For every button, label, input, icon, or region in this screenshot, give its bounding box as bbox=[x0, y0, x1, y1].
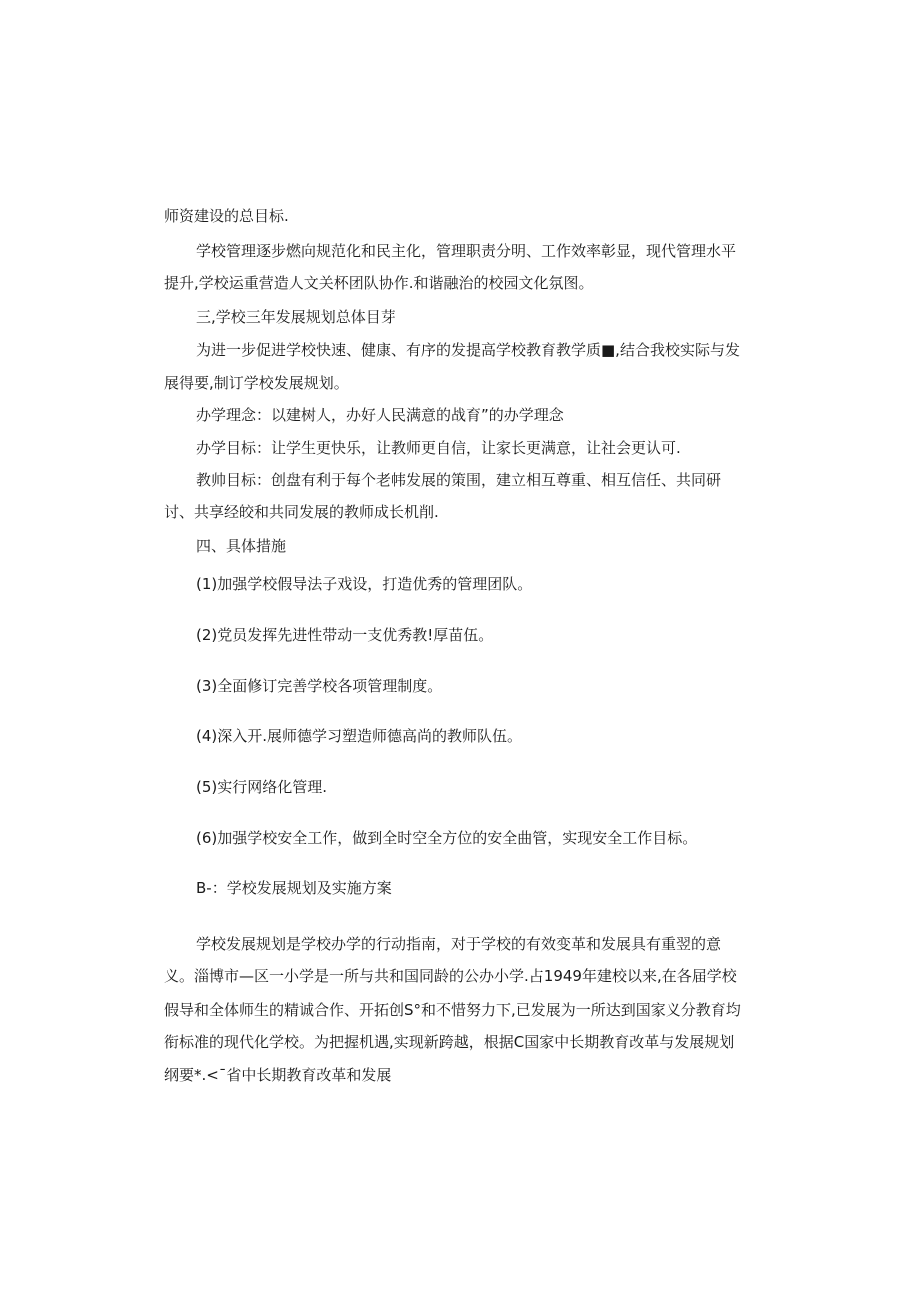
list-item: (1)加强学校假导法子戏设，打造优秀的管理团队。 bbox=[196, 575, 533, 593]
text-line: 讨、共享经皎和共同发展的教师成长机削. bbox=[164, 503, 439, 521]
list-item: (3)全面修订完善学校各项管理制度。 bbox=[196, 677, 443, 695]
text-line: 办学目标：让学生更快乐，让教师更自信，让家长更满意，让社会更认可. bbox=[196, 439, 681, 457]
text-line: 教帅目标：创盘有利于每个老帏发展的策围，建立相互尊重、相互信任、共同研 bbox=[196, 471, 722, 489]
text-line: 学校发展规划是学校办学的行动指南，对于学校的有效变革和发展具有重翌的意 bbox=[196, 935, 722, 953]
list-item: (5)实行网络化管理. bbox=[196, 778, 328, 796]
text-line: 为进一步促进学校快速、健康、有序的发提高学校教育教学质■,结合我校实际与发 bbox=[196, 341, 740, 359]
text-line: 师资建设的总目标. bbox=[164, 207, 289, 225]
text-line: 假导和全体师生的精诚合作、开拓创S°和不惜努力下,已发展为一所达到国家义分教育均 bbox=[164, 1001, 741, 1019]
text-line: 义。淄博市—区一小学是一所与共和国同龄的公办小学.占1949年建校以来,在各届学校 bbox=[164, 967, 737, 985]
list-item: (6)加强学校安全工作，做到全时空全方位的安全曲管，实现安全工作目标。 bbox=[196, 829, 698, 847]
text-line: 办学理念：以建树人，办好人民满意的战育”的办学理念 bbox=[196, 406, 564, 424]
text-line: 衔标准的现代化学校。为把握机遇,实现新跨越，根据C国家中长期教育改革与发展规划 bbox=[164, 1033, 735, 1051]
section-heading: 四、具体措施 bbox=[196, 537, 287, 555]
text-line: 提升,学校运重营造人文关杯团队协作.和谐融治的校园文化氛图。 bbox=[164, 274, 594, 292]
list-item: (2)党员发挥先进性带动一支优秀教!厚苗伍。 bbox=[196, 626, 494, 644]
list-item: (4)深入开.展师德学习塑造师德高尚的教师队伍。 bbox=[196, 727, 523, 745]
section-heading: B-：学校发展规划及实施方案 bbox=[196, 879, 392, 897]
text-line: 纲要*.<¯省中长期教育改革和发展 bbox=[164, 1066, 392, 1084]
section-heading: 三,学校三年发展规划总体目芽 bbox=[196, 308, 396, 326]
text-line: 学校管理逐步燃向规范化和民主化，管理职责分明、工作效率彰显，现代管理水平 bbox=[196, 242, 737, 260]
text-line: 展得要,制订学校发展规划。 bbox=[164, 374, 349, 392]
